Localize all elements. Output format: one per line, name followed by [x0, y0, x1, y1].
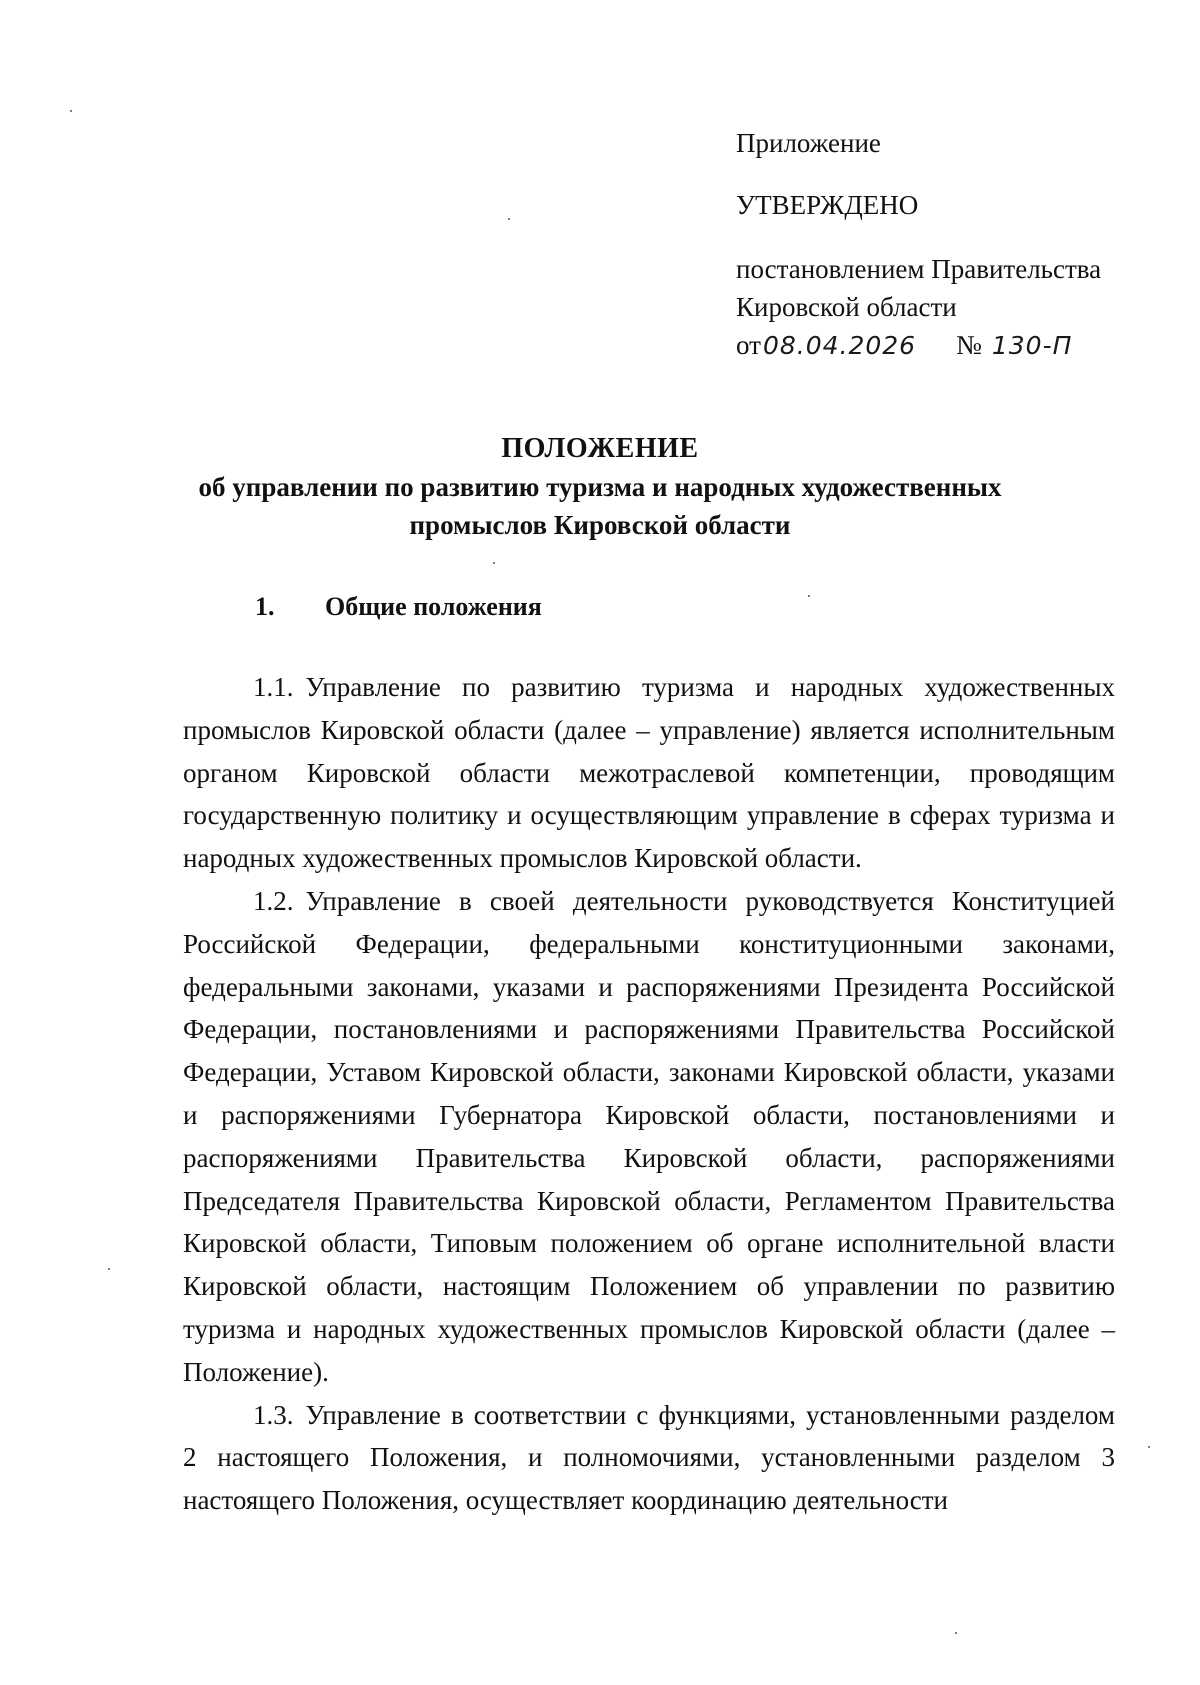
scan-speck — [808, 595, 810, 597]
scan-speck — [108, 1268, 110, 1270]
scan-speck — [70, 110, 72, 112]
paragraph-text: Управление в соответствии с функциями, установленными разделом 2 настоящего Положения, и полномочиями, установленными разделом 3 настоящего Положения, осуществляет координацию деятельности — [183, 1399, 1115, 1516]
paragraph-1-1 — [183, 666, 1115, 880]
title-subtitle-2: промыслов Кировской области — [409, 510, 791, 540]
scan-speck — [493, 562, 495, 564]
title-main: ПОЛОЖЕНИЕ — [501, 433, 699, 464]
paragraph-number: 1.3. — [253, 1399, 294, 1430]
handwritten-number: 130-П — [991, 331, 1073, 360]
resolution-date-line — [736, 326, 1156, 365]
document-title — [150, 430, 1050, 544]
handwritten-date: 08.04.2026 — [762, 331, 917, 360]
approved-label: УТВЕРЖДЕНО — [736, 190, 919, 220]
paragraph-number: 1.1. — [253, 672, 294, 702]
section-heading — [255, 588, 542, 626]
section-title: Общие положения — [325, 592, 542, 621]
paragraph-text: Управление по развитию туризма и народных художественных промыслов Кировской области (далее – управление) является исполнительным органом Кировской области межотраслевой компетенции, проводящим государственную политику и осуществляющим управление в сферах туризма и народных художественных промыслов Кировской области. — [183, 672, 1115, 874]
paragraph-number: 1.2. — [253, 885, 294, 916]
paragraph-1-3 — [183, 1394, 1115, 1522]
approval-block — [736, 124, 1156, 365]
scan-speck — [1148, 1446, 1150, 1448]
paragraph-text: Управление в своей деятельности руководствуется Конституцией Российской Федерации, федеральными конституционными законами, федеральными законами, указами и распоряжениями Президента Российской Федерации, постановлениями и распоряжениями Правительства Российской Федерации, Уставом Кировской области, законами Кировской области, указами и распоряжениями Губернатора Кировской области, постановлениями и распоряжениями Правительства Кировской области, распоряжениями Председателя Правительства Кировской области, Регламентом Правительства Кировской области, Типовым положением об органе исполнительной власти Кировской области, настоящим Положением об управлении по развитию туризма и народных художественных промыслов Кировской области (далее – Положение). — [183, 885, 1115, 1387]
section-number: 1. — [255, 592, 275, 621]
title-subtitle-1: об управлении по развитию туризма и народных художественных — [198, 472, 1002, 502]
scan-speck — [955, 1632, 957, 1634]
appendix-label: Приложение — [736, 128, 881, 158]
from-label: от — [736, 330, 761, 360]
number-sign: № — [956, 330, 982, 360]
scan-speck — [508, 218, 510, 220]
resolution-line-1: постановлением Правительства — [736, 254, 1102, 284]
resolution-line-2: Кировской области — [736, 292, 957, 322]
document-body — [183, 666, 1115, 1522]
paragraph-1-2 — [183, 880, 1115, 1394]
